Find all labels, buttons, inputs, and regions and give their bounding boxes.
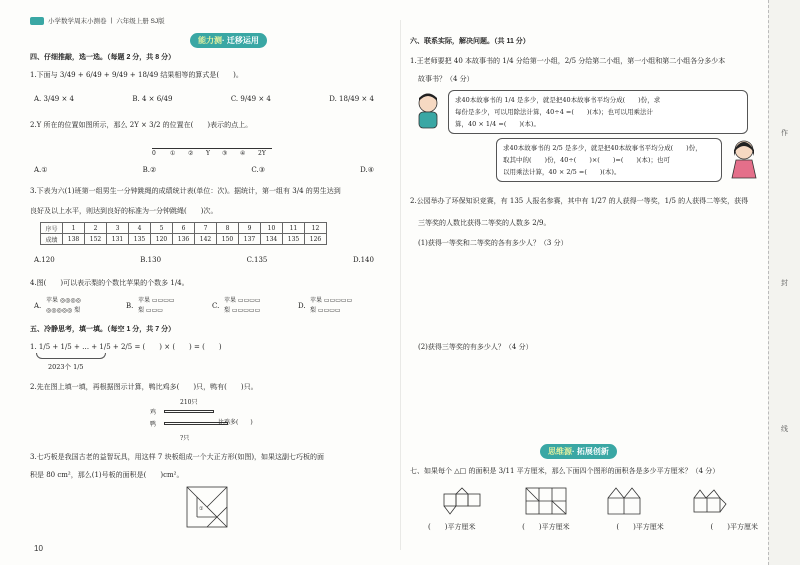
- hint-bubble-boy: [448, 90, 748, 134]
- table-cell: 4: [129, 223, 151, 234]
- table-cell: 3: [107, 223, 129, 234]
- bubble2-line2: 取其中的( )份，40÷( )×( )=( )(本)；也可: [503, 156, 670, 164]
- page-number: 10: [34, 544, 43, 553]
- table-cell: 120: [151, 234, 173, 245]
- option-a-figure: 苹果 ◎◎◎◎ ◎◎◎◎◎ 梨: [46, 297, 81, 314]
- bubble2-line1: 求40本故事书的 2/5 是多少，就是把40本故事书平均分成( )份，: [503, 144, 702, 152]
- axis-label-2: ②: [188, 150, 194, 157]
- table-cell: 成绩: [41, 234, 63, 245]
- option-c-figure: 苹果 ▭▭▭▭ 梨 ▭▭▭▭▭: [224, 297, 261, 314]
- table-cell: 9: [239, 223, 261, 234]
- table-cell: 131: [107, 234, 129, 245]
- pear-label: 梨: [74, 307, 81, 314]
- table-cell: 152: [85, 234, 107, 245]
- sec6-q2-cont: 三等奖的人数比获得二等奖的人数多 2/9。: [418, 219, 551, 227]
- pear-label: 梨: [138, 307, 145, 314]
- diagram-question: ?只: [180, 435, 190, 442]
- sec5-q3: 3.七巧板是我国古老的益智玩具，用这样 7 块板组成一个大正方形(如图)，如果这副七巧板的面: [30, 453, 325, 461]
- axis-label-0: 0: [152, 150, 156, 157]
- brace-shape: [36, 353, 106, 359]
- option-d-figure: 苹果 ▭▭▭▭▭ 梨 ▭▭▭▭: [310, 297, 353, 314]
- shape-figure-4: [690, 486, 730, 516]
- axis-label-2y: 2Y: [258, 150, 266, 157]
- binding-char-3: 线: [781, 425, 788, 433]
- number-line-axis: [152, 148, 272, 149]
- table-cell: 序号: [41, 223, 63, 234]
- apple-label: 苹果: [46, 297, 59, 304]
- sec5-q1: 1. 1/5 + 1/5 + … + 1/5 + 2/5 = ( ) × ( ) = ( ): [30, 343, 222, 351]
- boy-avatar-icon: [412, 92, 444, 130]
- bubble1-line1: 求40本故事书的 1/4 是多少，就是把40本故事书平均分成( )份，求: [455, 96, 661, 104]
- table-cell: 7: [195, 223, 217, 234]
- answer-blank-1[interactable]: ( )平方厘米: [428, 523, 476, 531]
- sec6-q2: 2.公园举办了环保知识竞赛，有 135 人报名参赛，其中有 1/27 的人获得一等奖，1/5 的人获得二等奖，获得: [410, 197, 749, 205]
- option-c[interactable]: C.135: [246, 256, 268, 264]
- segment-diagram: [150, 397, 270, 443]
- svg-text:①: ①: [199, 506, 204, 512]
- sec7-question: 七、如果每个 △□ 的面积是 3/11 平方厘米，那么下面四个图形的面积各是多少平方厘米？（4 分）: [410, 467, 720, 475]
- answer-blank-4[interactable]: ( )平方厘米: [710, 523, 758, 531]
- sec4-q3: 3.下表为六(1)班第一组男生一分钟跳绳的成绩统计表(单位：次)。据统计，第一组有 3/4 的男生达到: [30, 187, 341, 195]
- sec5-q3-cont: 积是 80 cm²，那么(1)号板的面积是( )cm²。: [30, 471, 184, 479]
- table-cell: 150: [217, 234, 239, 245]
- sec6-q2-part2: (2)获得三等奖的有多少人？（4 分）: [418, 343, 533, 351]
- sec4-q2: 2.Y 所在的位置如图所示，那么 2Y × 3/2 的位置在( )表示的点上。: [30, 121, 253, 129]
- banner-main: 能力测: [198, 36, 222, 45]
- sec4-q4-options: [34, 296, 394, 322]
- option-a[interactable]: A.120: [34, 256, 55, 264]
- sec4-q3-cont: 良好及以上水平，则达到良好的标准为一分钟跳绳( )次。: [30, 207, 218, 215]
- table-cell: 5: [151, 223, 173, 234]
- table-cell: 137: [239, 234, 261, 245]
- diagram-duck-label: 鸭: [150, 421, 157, 428]
- sec6-q2-part1: (1)获得一等奖和二等奖的各有多少人？（3 分）: [418, 239, 568, 247]
- left-section-banner: [190, 33, 267, 48]
- sec4-q4: 4.图( )可以表示梨的个数比苹果的个数多 1/4。: [30, 279, 189, 287]
- apple-label: 苹果: [138, 297, 151, 304]
- binding-char-2: 封: [781, 279, 788, 287]
- pear-label: 梨: [224, 307, 231, 314]
- option-b[interactable]: B.: [126, 302, 134, 310]
- option-c[interactable]: C.③: [251, 166, 266, 174]
- table-row: [41, 234, 327, 245]
- sec5-q1-brace-label: 2023个 1/5: [48, 363, 84, 371]
- header-grade: 六年级上册 SJ版: [116, 18, 165, 25]
- page-header: 小学数学周末小测卷 | 六年级上册 SJ版: [30, 16, 165, 25]
- brand-logo-icon: [30, 17, 44, 25]
- table-cell: 2: [85, 223, 107, 234]
- answer-blank-3[interactable]: ( )平方厘米: [616, 523, 664, 531]
- table-header-row: [41, 223, 327, 234]
- diagram-total: 210只: [180, 399, 198, 406]
- sec6-q1: 1.王老师要把 40 本故事书的 1/4 分给第一小组，2/5 分给第二小组，第一小组和第二小组各分多少本: [410, 57, 726, 65]
- girl-avatar-icon: [728, 138, 760, 180]
- number-line: [152, 144, 272, 158]
- table-cell: 6: [173, 223, 195, 234]
- table-cell: 12: [305, 223, 327, 234]
- table-cell: 136: [173, 234, 195, 245]
- sec4-q1: 1.下面与 3/49 + 6/49 + 9/49 + 18/49 结果相等的算式是( )。: [30, 71, 243, 79]
- bubble2-line3: 以用乘法计算，40 × 2/5 =( )(本)。: [503, 168, 621, 176]
- table-cell: 135: [129, 234, 151, 245]
- axis-label-3: ③: [222, 150, 228, 157]
- option-d[interactable]: D.④: [360, 166, 374, 174]
- apple-label: 苹果: [310, 297, 323, 304]
- sec7-answers: [428, 522, 758, 532]
- right-section-banner: [540, 444, 617, 459]
- diagram-more: 比鸡多( ): [218, 419, 253, 426]
- header-title: 小学数学周末小测卷: [48, 18, 107, 25]
- option-d[interactable]: D. 18/49 × 4: [329, 95, 374, 103]
- binding-char-1: 作: [781, 129, 788, 137]
- table-cell: 142: [195, 234, 217, 245]
- sec5-q2: 2.先在图上填一填，再根据图示计算，鸭比鸡多( )只，鸭有( )只。: [30, 383, 258, 391]
- sec4-q3-options: [34, 256, 374, 264]
- axis-label-y: Y: [206, 150, 210, 157]
- table-cell: 135: [283, 234, 305, 245]
- table-cell: 138: [63, 234, 85, 245]
- shape-figure-2: [522, 484, 570, 518]
- option-a[interactable]: A.①: [34, 166, 48, 174]
- bubble1-line3: 算，40 × 1/4 =( )(本)。: [455, 120, 540, 128]
- sec4-heading: 四、仔细推敲，选一选。（每题 2 分，共 8 分）: [30, 54, 176, 61]
- shape-figure-3: [604, 484, 644, 518]
- axis-label-1: ①: [170, 150, 176, 157]
- sec5-heading: 五、冷静思考，填一填。（每空 1 分，共 7 分）: [30, 326, 176, 333]
- option-d[interactable]: D.: [298, 302, 306, 310]
- sec4-q2-options: [34, 166, 374, 174]
- diagram-chicken-label: 鸡: [150, 409, 157, 416]
- sec6-heading: 六、联系实际，解决问题。（共 11 分）: [410, 38, 530, 45]
- table-cell: 1: [63, 223, 85, 234]
- banner-sub: · 迁移运用: [222, 36, 259, 45]
- jump-rope-table: [40, 222, 327, 245]
- axis-label-4: ④: [240, 150, 246, 157]
- apple-label: 苹果: [224, 297, 237, 304]
- tangram-figure: [186, 486, 228, 528]
- banner-main: 思维源: [548, 447, 572, 456]
- answer-blank-2[interactable]: ( )平方厘米: [522, 523, 570, 531]
- option-c[interactable]: C. 9/49 × 4: [230, 95, 271, 103]
- chicken-bar: [164, 410, 214, 413]
- hint-bubble-girl: [496, 138, 722, 182]
- banner-sub: · 拓展创新: [572, 447, 609, 456]
- table-cell: 126: [305, 234, 327, 245]
- option-b[interactable]: B.②: [142, 166, 157, 174]
- table-cell: 134: [261, 234, 283, 245]
- pear-label: 梨: [310, 307, 317, 314]
- page-divider: [400, 20, 401, 550]
- shape-figure-1: [440, 486, 486, 516]
- option-d[interactable]: D.140: [353, 256, 374, 264]
- sec4-q1-options: [34, 95, 374, 103]
- option-b[interactable]: B.130: [140, 256, 162, 264]
- bubble1-line2: 每份是多少，可以用除法计算，40÷4 =( )(本)；也可以用乘法计: [455, 108, 654, 116]
- table-cell: 11: [283, 223, 305, 234]
- option-b-figure: 苹果 ▭▭▭▭ 梨 ▭▭▭: [138, 297, 175, 314]
- option-a[interactable]: A. 3/49 × 4: [34, 95, 74, 103]
- table-cell: 10: [261, 223, 283, 234]
- sec6-q1-cont: 故事书？（4 分）: [418, 75, 474, 83]
- option-c[interactable]: C.: [212, 302, 220, 310]
- option-b[interactable]: B. 4 × 6/49: [132, 95, 173, 103]
- table-cell: 8: [217, 223, 239, 234]
- option-a[interactable]: A.: [34, 302, 42, 310]
